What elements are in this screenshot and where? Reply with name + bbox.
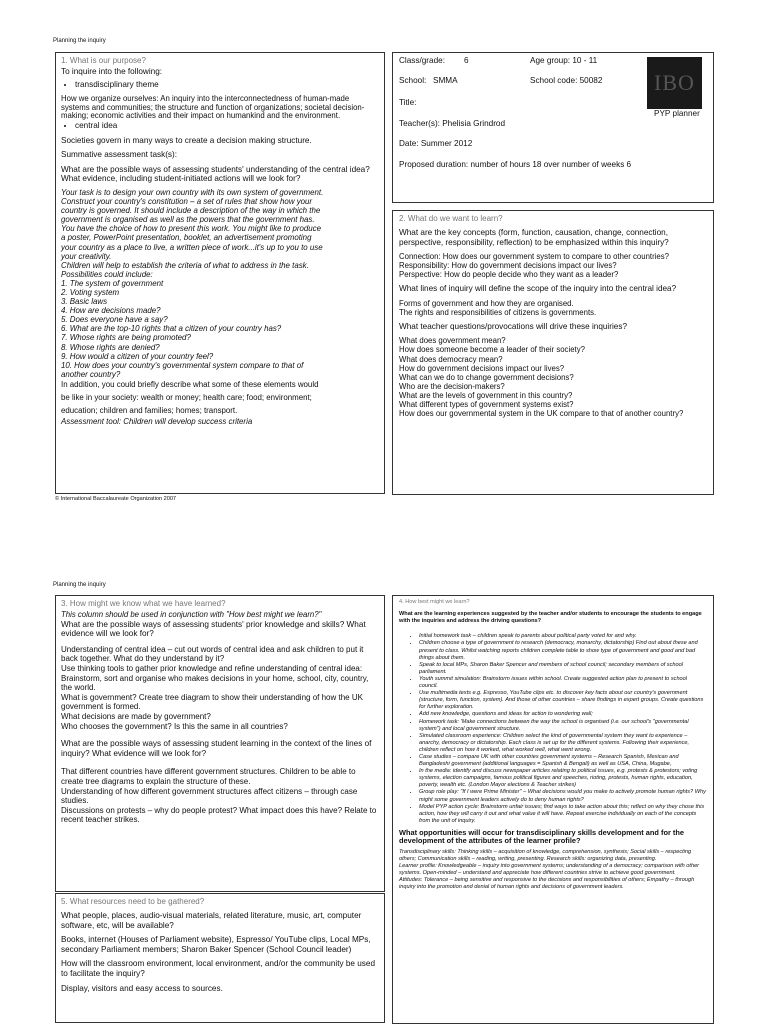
task-line: 8. Whose rights are denied?: [61, 342, 160, 352]
experience-item: • Homework task: 'Make connections between the way the school is organised (i.e. our school's "governmental system") and local government structure.: [419, 719, 707, 733]
experience-item: • Add new knowledge, questions and ideas for action to wondering wall;: [419, 711, 707, 718]
concept-line: Responsibility: How do government decisions impact our lives?: [399, 261, 617, 271]
theme-description: How we organize ourselves: An inquiry into the interconnectedness of human-made systems and communities; the structure and function of organizations; societal decision-making; economic activities and their impact on humankind and the environment.: [61, 94, 365, 121]
task-line: 4. How are decisions made?: [61, 306, 161, 316]
purpose-section: [55, 52, 385, 494]
skills-line: Transdisciplinary skills: Thinking skills – acquisition of knowledge, comprehension, synthesis; Social skills – respecting others; Communication skills – reading, writing, presenting. Research skills: organizing data, presenting.: [399, 848, 692, 862]
addition-line: education; children and families; homes; transport.: [61, 405, 238, 415]
learning-answer-line: That different countries have different government structures. Children to be able to create tree diagrams to explain the structure of these.: [61, 767, 356, 786]
question-line: What does democracy mean?: [399, 354, 503, 364]
assessment-section: [55, 595, 385, 892]
learning-experiences-question: What are the learning experiences suggested by the teacher and/or students to encourage the students to engage with the inquiries and address the driving questions?: [399, 610, 702, 624]
section-title: 1. What is our purpose?: [61, 56, 146, 65]
task-line: 10. How does your country's governmental system compare to that of: [61, 360, 304, 370]
class-grade-value: 6: [464, 56, 469, 65]
question-line: How does someone become a leader of their society?: [399, 345, 585, 355]
assessment-tool: Assessment tool: Children will develop success criteria: [61, 417, 253, 427]
concept-line: Connection: How does our government system to compare to other countries?: [399, 252, 669, 262]
learning-question: What are the possible ways of assessing student learning in the context of the lines of inquiry? What evidence will we look for?: [61, 739, 372, 758]
addition-line: In addition, you could briefly describe what some of these elements would: [61, 379, 319, 389]
task-line: a poster, PowerPoint presentation, booklet, an advertisement promoting: [61, 233, 312, 243]
teacher-questions: [399, 336, 707, 418]
task-line: government is organised as well as the powers that the government has.: [61, 215, 315, 225]
duration: Proposed duration: number of hours 18 over number of weeks 6: [399, 160, 632, 169]
question-line: How do government decisions impact our lives?: [399, 363, 565, 373]
section-title: 2. What do we want to learn?: [399, 214, 503, 223]
summative-question: What are the possible ways of assessing students' understanding of the central idea? What evidence, including student-initiated actions will we look for?: [61, 164, 370, 184]
environment-question: How will the classroom environment, local environment, and/or the community be used to facilitate the inquiry?: [61, 959, 375, 978]
inquiry-line: The rights and responsibilities of citizens is governments.: [399, 307, 597, 317]
task-line: 2. Voting system: [61, 287, 120, 297]
resources-answer: Books, internet (Houses of Parliament website), Espresso/ YouTube clips, Local MPs, secondary Parliament members; Sharon Baker Spencer (School Council leader): [61, 935, 371, 954]
skills-line: Attitudes: Tolerance – being sensitive and responsive to the decisions and responsibilities of others; Empathy – through inquiry into the promotion and denial of human rights and decisions of government leaders.: [399, 877, 695, 891]
experience-item: • Use multimedia texts e.g. Espresso, YouTube clips etc. to discover key facts about our country's government (structure, form, function, system). And those of other countries – share findings in expert groups. Create questions for further exploration.: [419, 690, 707, 711]
skills-line: Learner profile: Knowledgeable – inquiry into government systems; understanding of a democracy; comparison with other systems. Open-minded – understand and appreciate how different countries strive to achieve good government.: [399, 862, 700, 876]
task-line: another country?: [61, 369, 121, 379]
school-value: SMMA: [433, 76, 458, 85]
experience-item: • In the media: identify and discuss newspaper articles relating to political issues, e.g. protests & protestors; voting systems, election campaigns, famous political figures and speeches, rioting, protests, human rights, education, poverty, wealth etc. (London Mayor elections & Teacher strikes): [419, 768, 707, 789]
school-label: School:: [399, 76, 427, 85]
task-line: country is governed. It should include a description of the way in which the: [61, 206, 321, 216]
learning-answers: [61, 767, 379, 825]
experience-item: • Group role play: "If I were Prime Minister" – What decisions would you make to actively promote human rights? Why might some government leaders actively do to deny human rights?: [419, 789, 707, 803]
question-line: How does our governmental system in the UK compare to that of another country?: [399, 409, 684, 419]
how-best-section: [392, 595, 714, 1024]
experience-item: • Children choose a type of government to research (democracy, monarchy, dictatorship) Find out about these and present to class. Whilst watching reports children complete table to show type of government and good and bad things about them.: [419, 640, 707, 661]
lines-question: What lines of inquiry will define the scope of the inquiry into the central idea?: [399, 284, 677, 294]
task-line: 3. Basic laws: [61, 297, 108, 307]
task-line: your creativity.: [61, 251, 112, 261]
task-line: 7. Whose rights are being promoted?: [61, 333, 191, 343]
experience-item: • Case studies – compare UK with other countries government systems – Research Spanish, Mexican and Bangladeshi government (additional languages = Spanish & Bengali) as well as USA, China, Mugabe,: [419, 754, 707, 768]
class-grade-label: Class/grade:: [399, 56, 445, 65]
task-line: Your task is to design your own country with its own system of government.: [61, 187, 324, 197]
question-line: What different types of government systems exist?: [399, 400, 574, 410]
prior-answer-line: Understanding of central idea – cut out words of central idea and ask children to put it back together. What do they understand by it?: [61, 644, 364, 664]
prior-answer-line: What is government? Create tree diagram to show their understanding of how the UK government is formed.: [61, 692, 363, 712]
provocations-question: What teacher questions/provocations will drive these inquiries?: [399, 321, 628, 331]
key-concepts-question: What are the key concepts (form, function, causation, change, connection, perspective, responsibility, reflection) to be emphasized within this inquiry?: [399, 228, 669, 247]
central-idea: Societies govern in many ways to create a decision making structure.: [61, 135, 312, 145]
task-line: 9. How would a citizen of your country feel?: [61, 351, 214, 361]
task-line: your country as a place to live, a written piece of work...it's up to you to use: [61, 242, 323, 252]
title-label: Title:: [399, 98, 417, 107]
task-line: 5. Does everyone have a say?: [61, 315, 168, 325]
question-line: What does government mean?: [399, 336, 506, 346]
task-line: 6. What are the top-10 rights that a citizen of your country has?: [61, 324, 282, 334]
environment-answer: Display, visitors and easy access to sources.: [61, 983, 223, 993]
lines-of-inquiry: [399, 299, 707, 317]
bullet-central-idea: • central idea: [75, 121, 379, 131]
resources-question: What people, places, audio-visual materials, related literature, music, art, computer software, etc, will be available?: [61, 911, 362, 930]
section-title: 5. What resources need to be gathered?: [61, 897, 205, 906]
ibo-logo: IBO: [647, 57, 702, 109]
addition-text: [61, 379, 379, 417]
experience-item: • Model PYP action cycle: Brainstorm unfair issues; find ways to take action about this; reflect on why they chose this action, how they will carry it out and what value it will have. Repeat exercise individually on each of the concepts from the unit of inquiry.: [419, 804, 707, 825]
learning-answer-line: Understanding of how different government structures affect citizens – through case studies.: [61, 786, 358, 806]
task-line: 1. The system of government: [61, 278, 164, 288]
learning-answer-line: Discussions on protests – why do people protest? What impact does this have? Relate to recent teacher strikes.: [61, 805, 377, 825]
inquiry-line: Forms of government and how they are organised.: [399, 298, 574, 308]
task-line: Possibilities could include:: [61, 269, 153, 279]
prior-answer-line: Brainstorm, sort and organise who makes decisions in your home, school, city, country, the world.: [61, 673, 369, 693]
experience-item: • Youth summit simulation: Brainstorm issues within school. Create suggested action plan to present to school council.: [419, 676, 707, 690]
school-code: School code: 50082: [530, 76, 603, 85]
prior-answer-line: Who chooses the government? Is this the same in all countries?: [61, 721, 288, 731]
column-note: This column should be used in conjunction with "How best might we learn?": [61, 610, 322, 619]
page-header: Planning the inquiry: [53, 582, 106, 588]
age-group: Age group: 10 - 11: [530, 56, 598, 65]
experience-item: • Speak to local MPs, Sharon Baker Spencer and members of school council; secondary members of school parliament.: [419, 662, 707, 676]
task-line: Construct your country's constitution – a set of rules that show how your: [61, 197, 313, 207]
prior-answer-line: Use thinking tools to gather prior knowledge and refine understanding of central idea:: [61, 663, 363, 673]
task-line: Children will help to establish the criteria of what to address in the task.: [61, 260, 309, 270]
teacher: Teacher(s): Phelisia Grindrod: [399, 119, 506, 128]
addition-line: be like in your society: wealth or money; health care; food; environment;: [61, 392, 312, 402]
bullet-theme: • transdisciplinary theme: [75, 80, 379, 90]
resources-section: [55, 893, 385, 1023]
prior-knowledge-answers: [61, 645, 379, 731]
pyp-planner-label: PYP planner: [654, 109, 700, 118]
concept-line: Perspective: How do people decide who they want as a leader?: [399, 270, 619, 280]
summative-task: [61, 188, 379, 379]
page-header: Planning the inquiry: [53, 38, 106, 44]
learn-section: [392, 210, 714, 495]
concepts-list: [399, 252, 707, 279]
section-title: 4. How best might we learn?: [399, 599, 470, 605]
section-title: 3. How might we know what we have learned?: [61, 599, 226, 608]
prior-knowledge-question: What are the possible ways of assessing students' prior knowledge and skills? What evidence will we look for?: [61, 619, 366, 639]
opportunities-question: What opportunities will occur for transdisciplinary skills development and for the development of the attributes of the learner profile?: [399, 827, 684, 846]
experience-item: • Simulated classroom experience: Children select the kind of governmental system they want to experience – anarchy, democracy or dictatorship. Each class is set up for the different systems. Following their experience, children reflect on how it worked, what worked well, what went wrong.: [419, 733, 707, 754]
question-line: Who are the decision-makers?: [399, 381, 505, 391]
intro-text: To inquire into the following:: [61, 67, 163, 76]
question-line: What can we do to change government decisions?: [399, 372, 574, 382]
prior-answer-line: What decisions are made by government?: [61, 711, 211, 721]
learning-experiences-list: [399, 633, 707, 825]
skills-profile: [399, 849, 707, 892]
summative-label: Summative assessment task(s):: [61, 150, 178, 160]
date: Date: Summer 2012: [399, 139, 473, 148]
task-line: You have the choice of how to present this work. You might like to produce: [61, 224, 321, 234]
question-line: What are the levels of government in this country?: [399, 390, 573, 400]
experience-item: • Initial homework task – children speak to parents about political party voted for and why.: [419, 633, 707, 640]
copyright-footer: © International Baccalaureate Organization 2007: [55, 496, 177, 502]
